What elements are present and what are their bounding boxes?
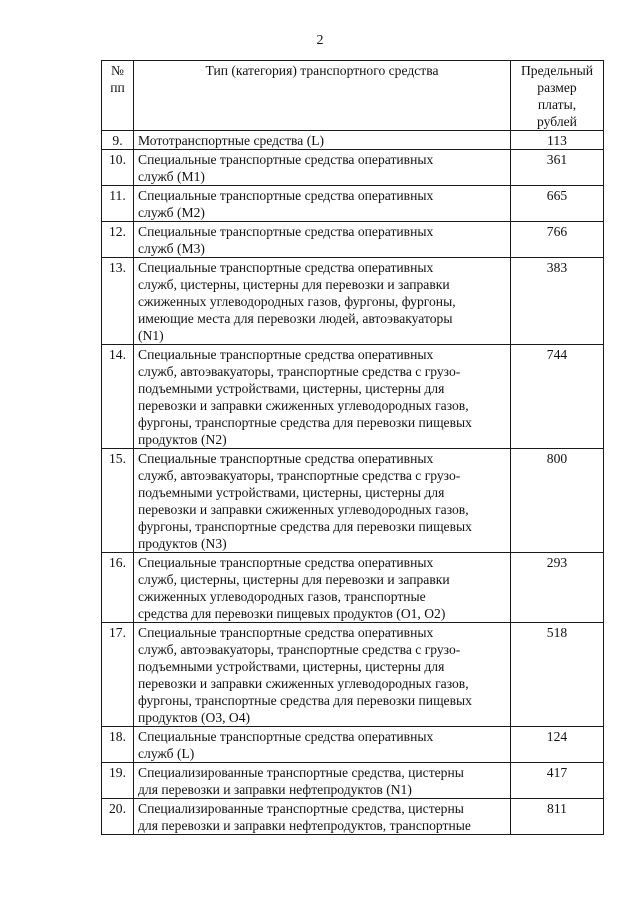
row-number: 14. (102, 345, 134, 449)
row-number: 11. (102, 186, 134, 222)
row-vehicle-type: Специализированные транспортные средства, цистерны для перевозки и заправки нефтепродуктов, транспортные (134, 799, 511, 835)
row-vehicle-type: Мототранспортные средства (L) (134, 131, 511, 150)
table-row (102, 222, 604, 258)
fee-table (101, 60, 604, 835)
table-header-row (102, 61, 604, 131)
row-number: 9. (102, 131, 134, 150)
row-number: 16. (102, 553, 134, 623)
row-fee: 124 (511, 727, 604, 763)
row-number: 12. (102, 222, 134, 258)
row-number: 19. (102, 763, 134, 799)
row-fee: 293 (511, 553, 604, 623)
row-number: 20. (102, 799, 134, 835)
row-fee: 744 (511, 345, 604, 449)
table-row (102, 623, 604, 727)
header-max-fee: Предельный размер платы, рублей (511, 61, 604, 131)
table-row (102, 258, 604, 345)
row-number: 17. (102, 623, 134, 727)
row-fee: 811 (511, 799, 604, 835)
table-row (102, 553, 604, 623)
row-vehicle-type: Специальные транспортные средства оперативных служб (M1) (134, 150, 511, 186)
row-vehicle-type: Специальные транспортные средства оперативных служб (M2) (134, 186, 511, 222)
row-fee: 417 (511, 763, 604, 799)
row-number: 15. (102, 449, 134, 553)
table-row (102, 131, 604, 150)
row-fee: 766 (511, 222, 604, 258)
row-fee: 383 (511, 258, 604, 345)
table-row (102, 799, 604, 835)
table-row (102, 345, 604, 449)
row-vehicle-type: Специальные транспортные средства оперативных служб (M3) (134, 222, 511, 258)
row-vehicle-type: Специальные транспортные средства оперативных служб (L) (134, 727, 511, 763)
table-row (102, 186, 604, 222)
row-fee: 665 (511, 186, 604, 222)
row-number: 13. (102, 258, 134, 345)
row-number: 18. (102, 727, 134, 763)
page-number: 2 (316, 33, 324, 48)
row-vehicle-type: Специальные транспортные средства оперативных служб, автоэвакуаторы, транспортные средства с грузо- подъемными устройствами, цистерны, цистерны для перевозки и заправки сжиженных углеводородных газов, фургоны, транспортные средства для перевозки пищевых продуктов (N3) (134, 449, 511, 553)
row-vehicle-type: Специальные транспортные средства оперативных служб, цистерны, цистерны для перевозки и заправки сжиженных углеводородных газов, фургоны, фургоны, имеющие места для перевозки людей, автоэвакуаторы (N1) (134, 258, 511, 345)
header-number: № пп (102, 61, 134, 131)
row-fee: 361 (511, 150, 604, 186)
table-row (102, 727, 604, 763)
row-fee: 800 (511, 449, 604, 553)
row-vehicle-type: Специальные транспортные средства оперативных служб, автоэвакуаторы, транспортные средства с грузо- подъемными устройствами, цистерны, цистерны для перевозки и заправки сжиженных углеводородных газов, фургоны, транспортные средства для перевозки пищевых продуктов (N2) (134, 345, 511, 449)
table-row (102, 150, 604, 186)
row-fee: 113 (511, 131, 604, 150)
row-vehicle-type: Специальные транспортные средства оперативных служб, цистерны, цистерны для перевозки и заправки сжиженных углеводородных газов, транспортные средства для перевозки пищевых продуктов (O1, O2) (134, 553, 511, 623)
header-vehicle-type: Тип (категория) транспортного средства (134, 61, 511, 131)
row-number: 10. (102, 150, 134, 186)
row-vehicle-type: Специализированные транспортные средства, цистерны для перевозки и заправки нефтепродуктов (N1) (134, 763, 511, 799)
table-row (102, 763, 604, 799)
row-fee: 518 (511, 623, 604, 727)
table-row (102, 449, 604, 553)
row-vehicle-type: Специальные транспортные средства оперативных служб, автоэвакуаторы, транспортные средства с грузо- подъемными устройствами, цистерны, цистерны для перевозки и заправки сжиженных углеводородных газов, фургоны, транспортные средства для перевозки пищевых продуктов (O3, O4) (134, 623, 511, 727)
